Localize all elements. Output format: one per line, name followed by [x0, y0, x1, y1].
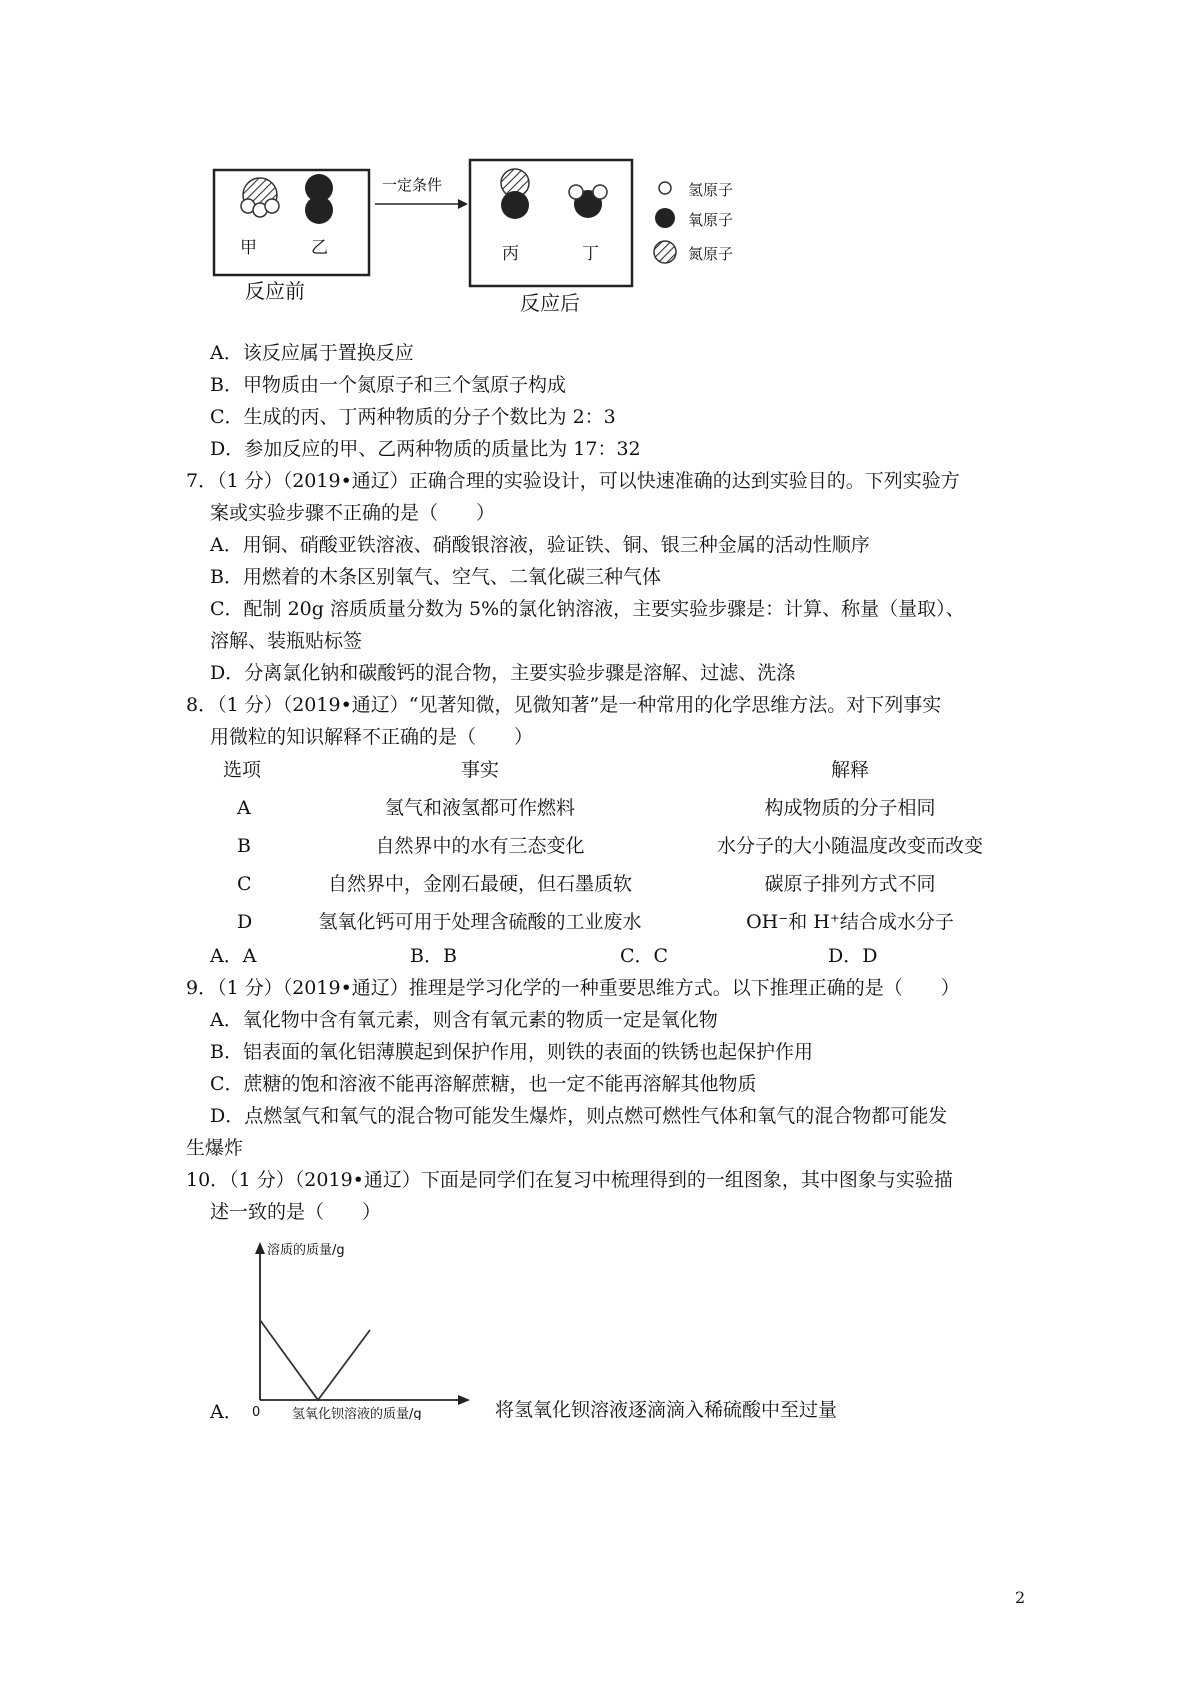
q9-option-c: C．蔗糖的饱和溶液不能再溶解蔗糖，也一定不能再溶解其他物质 — [210, 1073, 757, 1095]
legend-nitrogen: 氮原子 — [688, 245, 734, 263]
q9-stem: 9．（1 分）（2019•通辽）推理是学习化学的一种重要思维方式。以下推理正确的是（ ） — [186, 977, 960, 999]
label-ding: 丁 — [582, 244, 599, 264]
molecule-jia — [241, 178, 279, 217]
q10-stem-line1: 10．（1 分）（2019•通辽）下面是同学们在复习中梳理得到的一组图象，其中图象与实验描 — [186, 1169, 953, 1191]
table-row-b-explanation: 水分子的大小随温度改变而改变 — [716, 835, 984, 857]
graph-line — [260, 1320, 370, 1400]
q8-answer-c: C．C — [620, 945, 669, 967]
table-row-a-explanation: 构成物质的分子相同 — [764, 797, 936, 819]
label-yi: 乙 — [311, 238, 328, 258]
q8-answer-a: A．A — [210, 945, 257, 967]
q6-option-d: D．参加反应的甲、乙两种物质的质量比为 17：32 — [210, 438, 641, 460]
graph-x-label: 氢氧化钡溶液的质量/g — [292, 1407, 422, 1420]
q10-stem-line2: 述一致的是（ ） — [210, 1201, 382, 1223]
after-label: 反应后 — [520, 291, 580, 315]
label-jia: 甲 — [240, 238, 257, 258]
table-header-fact: 事实 — [460, 759, 500, 781]
legend-hydrogen: 氢原子 — [688, 181, 734, 199]
table-row-d-option: D — [237, 911, 253, 933]
table-header-explanation: 解释 — [830, 759, 870, 781]
graph-origin: 0 — [252, 1405, 261, 1420]
q7-option-c-cont: 溶解、装瓶贴标签 — [210, 630, 363, 652]
table-row-b-fact: 自然界中的水有三态变化 — [375, 835, 585, 857]
q9-option-b: B．铝表面的氧化铝薄膜起到保护作用，则铁的表面的铁锈也起保护作用 — [210, 1041, 813, 1063]
table-row-b-option: B — [237, 835, 251, 857]
table-row-a-fact: 氢气和液氢都可作燃料 — [384, 797, 576, 819]
table-row-a-option: A — [237, 797, 251, 819]
q8-answer-b: B．B — [410, 945, 457, 967]
q10-graph-a — [240, 1240, 490, 1420]
q7-stem-line2: 案或实验步骤不正确的是（ ） — [210, 502, 496, 524]
molecule-bing — [501, 169, 529, 219]
molecule-ding — [569, 185, 607, 218]
q8-stem-line1: 8．（1 分）（2019•通辽）“见著知微，见微知著”是一种常用的化学思维方法。对下列事实 — [186, 694, 942, 716]
q8-stem-line2: 用微粒的知识解释不正确的是（ ） — [210, 726, 534, 748]
q7-stem-line1: 7．（1 分）（2019•通辽）正确合理的实验设计，可以快速准确的达到实验目的。下列实验方 — [186, 470, 960, 492]
q6-option-b: B．甲物质由一个氮原子和三个氢原子构成 — [210, 374, 566, 396]
q10-option-a-label: A． — [210, 1401, 243, 1423]
q6-option-c: C．生成的丙、丁两种物质的分子个数比为 2：3 — [210, 406, 616, 428]
q6-option-a: A．该反应属于置换反应 — [210, 342, 414, 364]
before-label: 反应前 — [245, 279, 305, 303]
q9-option-d-cont: 生爆炸 — [186, 1137, 244, 1159]
label-bing: 丙 — [502, 244, 519, 264]
molecule-yi — [305, 174, 333, 224]
q7-option-a: A．用铜、硝酸亚铁溶液、硝酸银溶液，验证铁、铜、银三种金属的活动性顺序 — [210, 534, 870, 556]
before-box — [214, 170, 369, 275]
table-row-c-explanation: 碳原子排列方式不同 — [764, 873, 936, 895]
legend-oxygen: 氧原子 — [688, 211, 734, 229]
table-row-c-option: C — [237, 873, 252, 895]
table-header-option: 选项 — [223, 759, 262, 781]
page-number: 2 — [1015, 1588, 1026, 1607]
q9-option-d: D．点燃氢气和氧气的混合物可能发生爆炸，则点燃可燃性气体和氧气的混合物都可能发 — [210, 1105, 948, 1127]
table-row-d-explanation: OH⁻和 H⁺结合成水分子 — [746, 911, 954, 933]
atom-legend — [654, 181, 733, 263]
table-row-c-fact: 自然界中，金刚石最硬，但石墨质软 — [327, 873, 633, 895]
condition-label: 一定条件 — [382, 176, 443, 194]
q7-option-d: D．分离氯化钠和碳酸钙的混合物，主要实验步骤是溶解、过滤、洗涤 — [210, 662, 796, 684]
reaction-arrow — [458, 199, 468, 209]
q8-answer-d: D．D — [828, 945, 878, 967]
q7-option-c: C．配制 20g 溶质质量分数为 5%的氯化钠溶液，主要实验步骤是：计算、称量（量取）、 — [210, 598, 965, 620]
q9-option-a: A．氧化物中含有氧元素，则含有氧元素的物质一定是氧化物 — [210, 1009, 718, 1031]
q7-option-b: B．用燃着的木条区别氧气、空气、二氧化碳三种气体 — [210, 566, 661, 588]
after-box — [470, 160, 632, 286]
graph-y-label: 溶质的质量/g — [267, 1243, 345, 1258]
table-row-d-fact: 氢氧化钙可用于处理含硫酸的工业废水 — [318, 911, 642, 933]
q10-option-a-text: 将氢氧化钡溶液逐滴滴入稀硫酸中至过量 — [495, 1399, 838, 1421]
reaction-diagram — [210, 150, 850, 325]
